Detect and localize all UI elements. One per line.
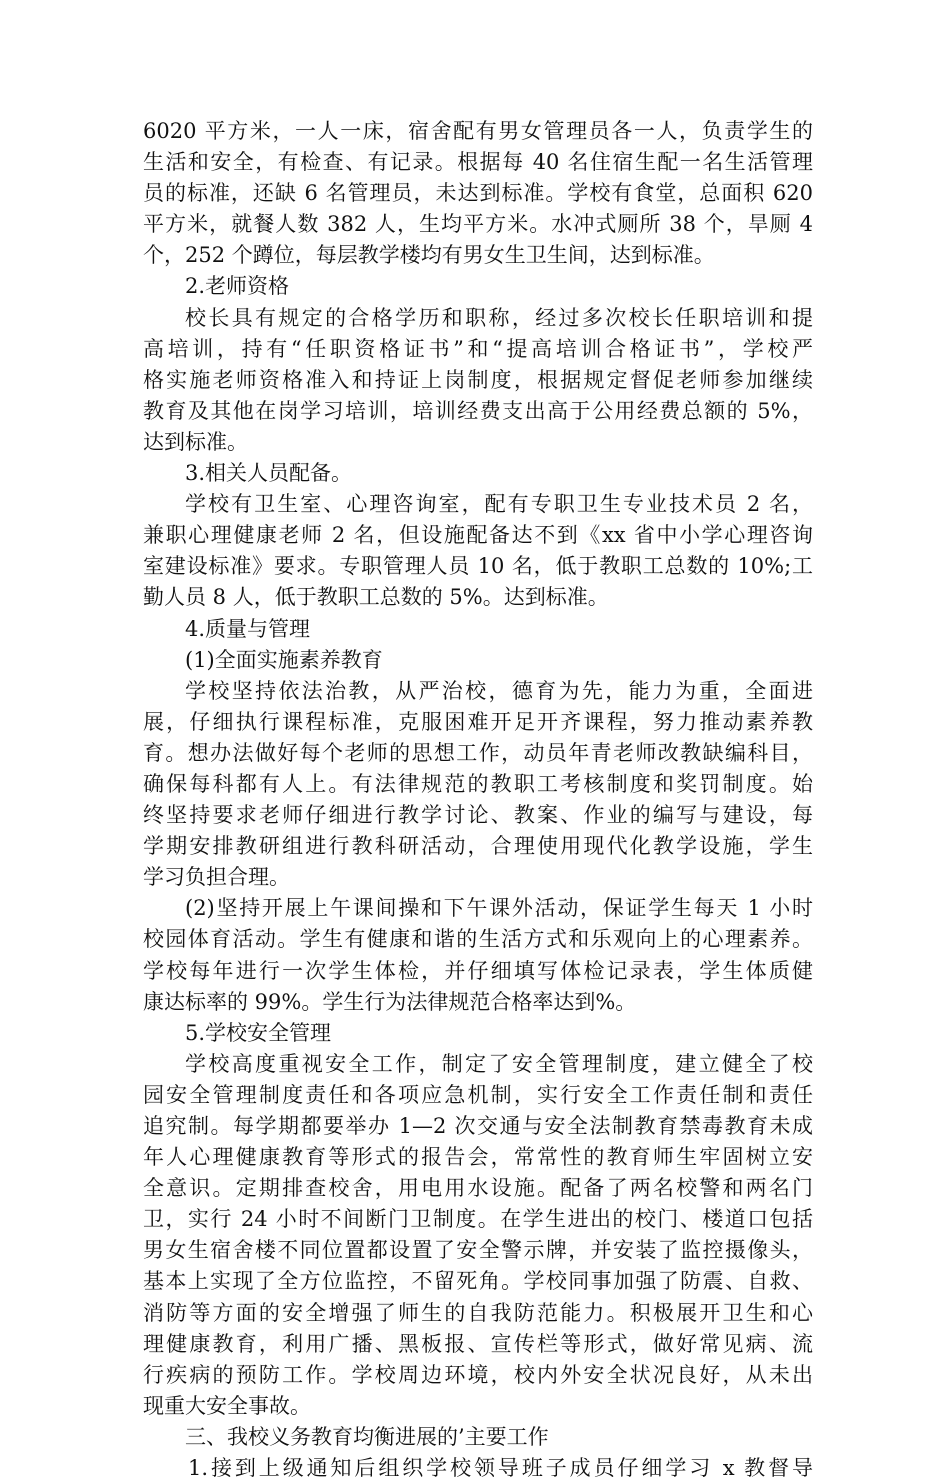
text-line: 5.学校安全管理 [185, 1020, 332, 1045]
text-line: 6020 平方米，一人一床，宿舍配有男女管理员各一人，负责学生的 [143, 119, 813, 143]
text-line: 全意识。定期排查校舍，用电用水设施。配备了两名校警和两名门 [143, 1176, 813, 1201]
text-line: 展，仔细执行课程标准，克服困难开足开齐课程，努力推动素养教 [143, 709, 813, 734]
text-line: 达到标准。 [143, 429, 248, 454]
text-line: 1.接到上级通知后组织学校领导班子成员仔细学习 x 教督导 [188, 1456, 813, 1481]
text-line: 兼职心理健康老师 2 名，但设施配备达不到《xx 省中小学心理咨询 [143, 523, 813, 548]
text-line: 学校每年进行一次学生体检，并仔细填写体检记录表，学生体质健 [143, 958, 813, 983]
text-line: (2)坚持开展上午课间操和下午课外活动，保证学生每天 1 小时 [185, 896, 813, 921]
text-line: 校长具有规定的合格学历和职称，经过多次校长任职培训和提 [185, 305, 813, 330]
text-line: 生活和安全，有检查、有记录。根据每 40 名住宿生配一名生活管理 [143, 150, 813, 175]
text-line: 康达标率的 99%。学生行为法律规范合格率达到%。 [143, 989, 637, 1014]
text-line: 确保每科都有人上。有法律规范的教职工考核制度和奖罚制度。始 [143, 771, 813, 796]
text-line: 理健康教育，利用广播、黑板报、宣传栏等形式，做好常见病、流 [143, 1331, 813, 1356]
text-line: 卫，实行 24 小时不间断门卫制度。在学生进出的校门、楼道口包括 [143, 1207, 813, 1232]
text-line: 年人心理健康教育等形式的报告会，常常性的教育师生牢固树立安 [143, 1145, 813, 1170]
text-line: 园安全管理制度责任和各项应急机制，实行安全工作责任制和责任 [143, 1082, 813, 1107]
text-line: 学习负担合理。 [143, 865, 290, 890]
document-body [143, 116, 813, 1484]
text-line: 2.老师资格 [185, 274, 290, 299]
text-line: 学校有卫生室、心理咨询室，配有专职卫生专业技术员 2 名， [185, 492, 813, 517]
text-line: 学校坚持依法治教，从严治校，德育为先，能力为重，全面进 [185, 678, 813, 703]
text-line: 3.相关人员配备。 [185, 461, 353, 486]
text-line: 勤人员 8 人，低于教职工总数的 5%。达到标准。 [143, 585, 609, 610]
text-line: 教育及其他在岗学习培训，培训经费支出高于公用经费总额的 5%， [143, 398, 813, 423]
text-line: 基本上实现了全方位监控，不留死角。学校同事加强了防震、自救、 [143, 1269, 813, 1294]
text-line: 消防等方面的安全增强了师生的自我防范能力。积极展开卫生和心 [143, 1300, 813, 1325]
text-line: 追究制。每学期都要举办 1—2 次交通与安全法制教育禁毒教育未成 [143, 1114, 813, 1138]
text-line: 育。想办法做好每个老师的思想工作，动员年青老师改教缺编科目， [143, 740, 813, 765]
text-line: 高培训，持有“任职资格证书”和“提高培训合格证书”，学校严 [143, 336, 813, 361]
text-line: 学校高度重视安全工作，制定了安全管理制度，建立健全了校 [185, 1051, 813, 1076]
text-line: 现重大安全事故。 [143, 1393, 311, 1418]
text-line: 校园体育活动。学生有健康和谐的生活方式和乐观向上的心理素养。 [143, 927, 813, 952]
text-line: 三、我校义务教育均衡进展的’主要工作 [185, 1424, 549, 1449]
text-line: 学期安排教研组进行教科研活动，合理使用现代化教学设施，学生 [143, 834, 813, 859]
text-line: 男女生宿舍楼不同位置都设置了安全警示牌，并安装了监控摄像头， [143, 1238, 813, 1263]
text-line: 行疾病的预防工作。学校周边环境，校内外安全状况良好，从未出 [143, 1362, 813, 1387]
text-line: 个，252 个蹲位，每层教学楼均有男女生卫生间，达到标准。 [143, 243, 715, 268]
text-line: 终坚持要求老师仔细进行教学讨论、教案、作业的编写与建设，每 [143, 803, 813, 828]
text-line: 4.质量与管理 [185, 616, 311, 641]
text-line: 员的标准，还缺 6 名管理员，未达到标准。学校有食堂，总面积 620 [143, 181, 813, 206]
text-line: 格实施老师资格准入和持证上岗制度，根据规定督促老师参加继续 [143, 367, 813, 392]
text-line: (1)全面实施素养教育 [185, 647, 383, 672]
text-line: 室建设标准》要求。专职管理人员 10 名，低于教职工总数的 10%;工 [143, 554, 813, 579]
text-line: 平方米，就餐人数 382 人，生均平方米。水冲式厕所 38 个，旱厕 4 [143, 212, 813, 237]
